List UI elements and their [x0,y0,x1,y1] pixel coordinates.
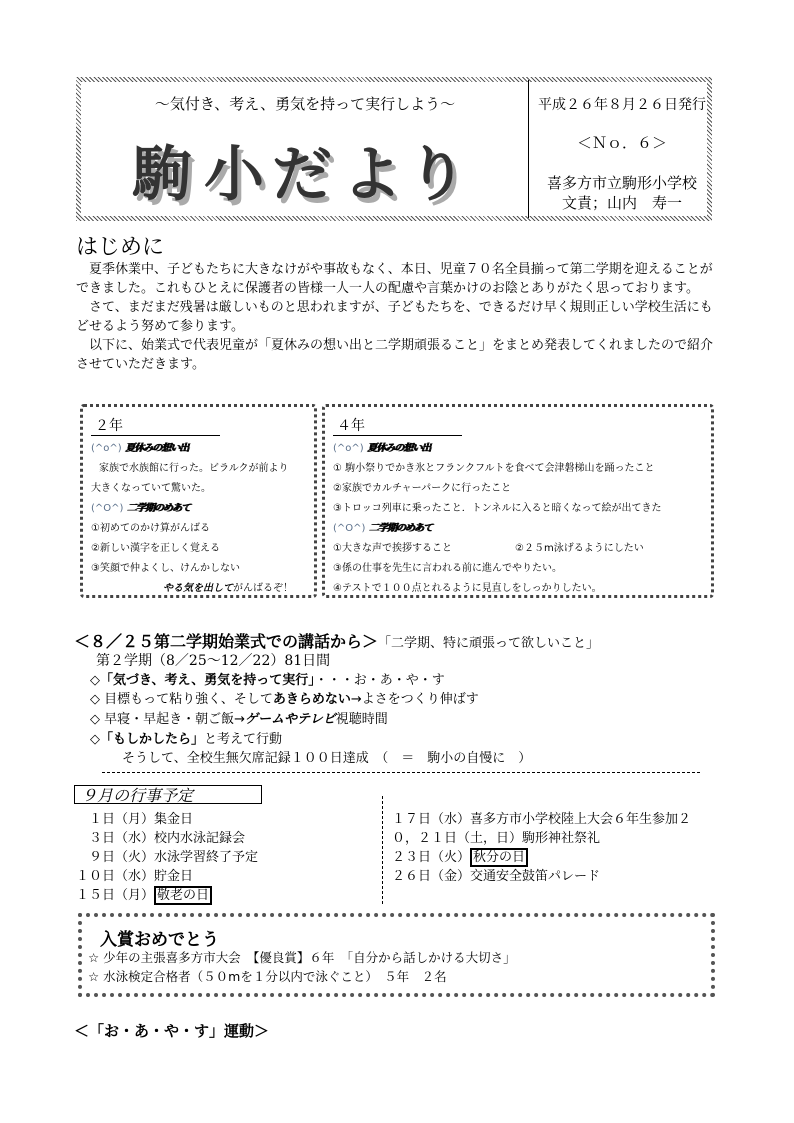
logo-char: だ [272,140,332,210]
grade4-memory: ① 駒小祭りでかき氷とフランクフルトを食べて会津磐梯山を踊ったこと [333,463,655,474]
speech-bullet [90,688,479,707]
grade2-heading2 [91,499,190,514]
event-item [392,808,691,827]
speech-subtitle: 「二学期、特に頑張って欲しいこと」 [378,636,600,651]
award-item: ☆ 水泳検定合格者（５０mを１分以内で泳ぐこと） ５年 ２名 [88,969,447,984]
events-heading: ９月の行事予定 [74,785,262,804]
intro-paragraph: さて、まだまだ残暑は厳しいものと思われますが、子どもたちを、できるだけ早く規則正しい学校生活にもどせるよう努めて参ります。 [76,300,713,334]
speech-bullet [90,669,445,688]
smiley-face: (^O^) [91,503,124,514]
grade4-heading2 [333,519,432,534]
event-name: 駒形神社祭礼 [522,831,601,846]
event-date: １７日（水） [392,812,471,827]
event-item [392,827,600,846]
event-date: ２３日（火） [392,850,471,865]
speech-bullet [90,708,388,727]
event-name-holiday: 敬老の日 [154,886,212,905]
logo-char: よ [342,140,402,210]
event-name: 水泳学習終了予定 [154,850,259,865]
event-item [76,827,245,846]
event-name-holiday: 秋分の日 [470,848,528,867]
logo-char: り [407,140,467,210]
event-item [392,865,600,884]
intro-body [76,260,721,374]
bullet-bold: 「もしかしたら」 [100,732,205,747]
bullet-text: ◇ [90,732,100,747]
awards-heading: 入賞おめでとう [100,930,219,950]
event-item [392,846,528,865]
bullet-text: 視聴時間 [335,712,388,727]
smiley-face: (^O^) [333,523,366,534]
publication-date: 平成２６年８月２６日発行 [538,97,706,113]
logo-char: 駒 [132,140,192,210]
newsletter-logo [132,127,467,210]
grade2-goal: ③笑顔で仲よくし、けんかしない [91,563,240,574]
event-date: ０，２１日（土，日） [392,831,523,846]
intro-paragraph: 以下に、始業式で代表児童が「夏休みの想い出と二学期頑張ること」をまとめ発表してくれましたので紹介させていただきます。 [76,338,714,372]
event-name: 喜多方市小学校陸上大会６年生参加２ [470,812,692,827]
bullet-bold: ◇「気づき、考え、勇気を持って実行」 [90,673,315,688]
bullet-text: →よさをつくり伸ばす [350,692,479,707]
event-date: １５日（月） [76,888,155,903]
grade2-goal: ①初めてのかけ算がんばる [91,523,210,534]
event-name: 貯金日 [154,869,194,884]
motto: ～気付き、考え、勇気を持って実行しよう～ [154,95,456,113]
grade4-memory: ②家族でカルチャーパークに行ったこと [333,483,512,494]
grade4-goal: ④テストで１００点とれるように見直しをしっかりしたい。 [333,583,602,594]
subheading: 夏休みの想い出 [366,443,430,454]
intro-paragraph: 夏季休業中、子どもたちに大きなけがや事故もなく、本日、児童７０名全員揃って第二学期を迎えることができました。これもひとえに保護者の皆様一人一人の配慮や言葉かけのお陰とありがたく思っております。 [76,262,713,296]
grade4-title: ４年 [333,415,462,436]
speech-bullet [90,728,282,747]
award-item: ☆ 少年の主張喜多方市大会 【優良賞】６年 「自分から話しかける大切さ」 [88,950,516,965]
event-name: 交通安全鼓笛パレード [470,869,601,884]
issue-number: ＜Ｎｏ．６＞ [576,134,667,152]
event-item [76,865,193,884]
grade4-heading1 [333,439,430,454]
grade4-goal: ①大きな声で挨拶すること [333,543,452,554]
grade2-box [80,404,317,598]
grade2-closing [163,579,293,594]
speech-heading [74,629,599,652]
grade4-goal: ②２５m泳げるようにしたい [515,543,644,554]
grade2-memory: 大きくなっていて驚いた。 [91,483,211,494]
logo-char: 小 [204,140,264,210]
bullet-text: ・・・お・あ・や・す [314,673,445,688]
event-name: 集金日 [154,812,194,827]
bullet-text: ◇ 目標もって粘り強く、そして [90,692,273,707]
grade2-heading1 [91,439,188,454]
grade4-memory: ③トロッコ列車に乗ったこと．トンネルに入ると暗くなって絵が出てきた [333,503,662,514]
events-column-divider [382,796,383,904]
event-date: １０日（水） [76,869,155,884]
subheading: 二学期のめあて [368,523,432,534]
bullet-bold: ゲームやテレビ [245,712,336,727]
author: 文責；山内 寿一 [561,194,682,212]
bullet-text: と考えて行動 [204,732,283,747]
grade2-goal: ②新しい漢字を正しく覚える [91,543,220,554]
event-date: ２６日（金） [392,869,471,884]
grade4-box [322,404,714,598]
subheading: 二学期のめあて [126,503,190,514]
intro-heading: はじめに [76,235,165,260]
closing-rest: がんばるぞ！ [233,583,293,594]
closing-bold: やる気を出して [163,583,233,594]
event-date: １日（月） [76,812,155,827]
oayasu-heading: ＜「お・あ・や・す」運動＞ [74,1022,270,1040]
event-item [76,808,193,827]
event-name: 校内水泳記録会 [154,831,246,846]
event-date: ９日（火） [76,850,155,865]
speech-title: ＜８／２５第二学期始業式での講話から＞ [74,632,379,651]
smiley-face: (^o^) [333,443,364,454]
bullet-bold: あきらめない [272,692,351,707]
event-item [76,884,212,903]
section-divider [102,772,700,773]
bullet-text: ◇ 早寝・早起き・朝ご飯→ [90,712,246,727]
masthead-divider [528,80,529,218]
event-item [76,846,258,865]
attendance-record: そうして、全校生無欠席記録１００日達成 （ ＝ 駒小の自慢に ） [122,751,532,766]
grade2-title: ２年 [91,415,220,436]
grade4-goal: ③係の仕事を先生に言われる前に進んでやりたい。 [333,563,562,574]
subheading: 夏休みの想い出 [124,443,188,454]
grade2-memory: 家族で水族館に行った。ビラルクが前より [99,463,289,474]
school-name: 喜多方市立駒形小学校 [546,174,697,192]
term-info: 第２学期（8／25～12／22）81日間 [96,653,331,669]
event-date: ３日（水） [76,831,155,846]
smiley-face: (^o^) [91,443,122,454]
